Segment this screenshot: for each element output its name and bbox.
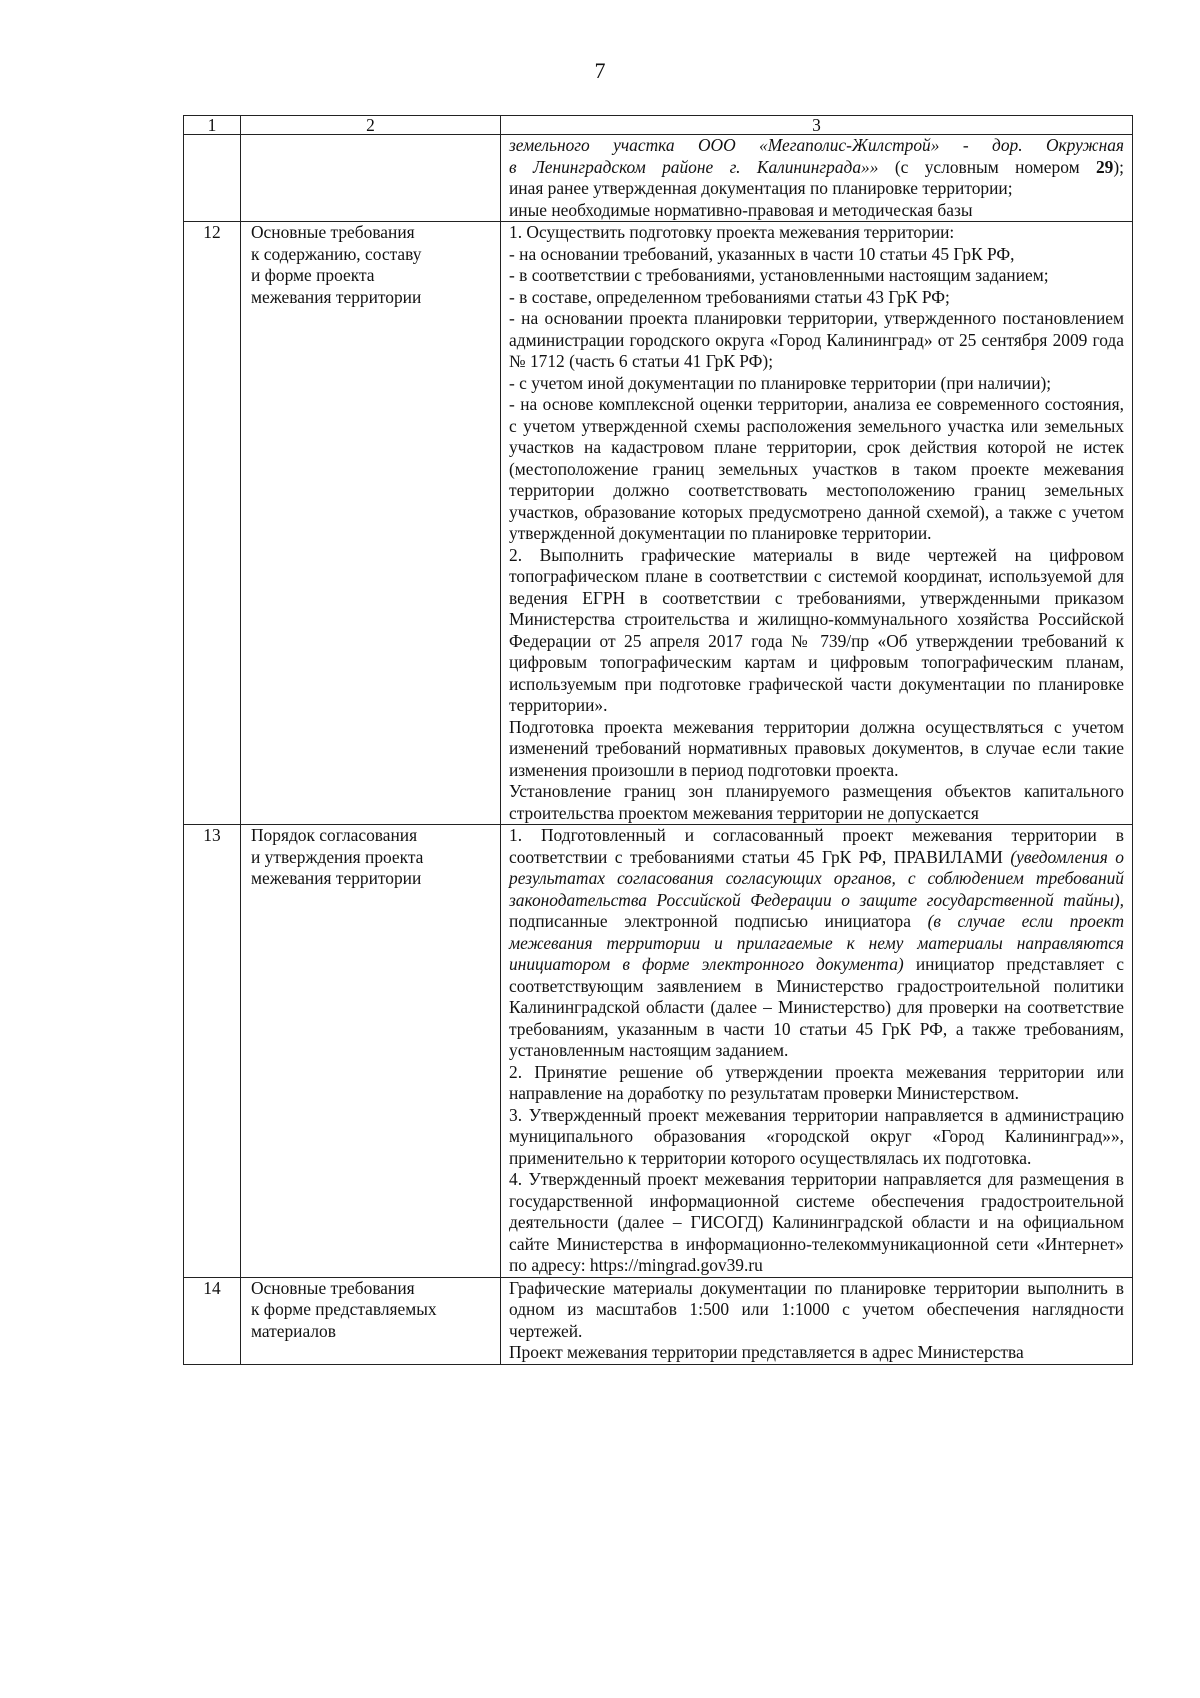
- continuation-tail-text: );: [1113, 156, 1124, 177]
- continuation-italic-text: в Ленинградском районе г. Калининграда»»: [509, 156, 895, 177]
- paragraph: 2. Принятие решение об утверждении проекта межевания территории или направление на доработку по результатам проверки Министерством.: [509, 1061, 1124, 1103]
- header-col-1: 1: [184, 116, 241, 135]
- table-row-14: [184, 1277, 1133, 1364]
- row-title-line: Основные требования: [251, 222, 415, 242]
- row-content: [501, 222, 1133, 825]
- row-title-cell: [241, 135, 501, 222]
- table-row-continuation: [184, 135, 1133, 222]
- row-content-cell: [501, 135, 1133, 222]
- row-content: [501, 825, 1133, 1278]
- row-title: [241, 825, 501, 1278]
- paragraph-text: инициатор представляет с соответствующим заявлением в Министерство градостроительной политики Калининградской области (далее – Министерство) для проверки на соответствие требованиям, указанным в части 10 статьи 45 ГрК РФ, а также требованиям, установленным настоящим заданием.: [509, 954, 1124, 1060]
- continuation-line-2: [509, 157, 1124, 179]
- row-number: 13: [184, 825, 241, 1278]
- continuation-plain-text: (с условным номером: [894, 156, 1096, 177]
- table-row-13: [184, 825, 1133, 1278]
- row-title-line: материалов: [251, 1320, 336, 1341]
- paragraph: Проект межевания территории представляется в адрес Министерства: [509, 1342, 1024, 1362]
- paragraph-approval-submission: [509, 825, 1124, 1062]
- paragraph: Подготовка проекта межевания территории должна осуществляться с учетом изменений требований нормативных правовых документов, в случае если такие изменения произошли в период подготовки проекта.: [509, 716, 1124, 780]
- row-title-line: Порядок согласования: [251, 825, 418, 845]
- row-title-line: Основные требования: [251, 1277, 415, 1298]
- paragraph-italic-note: (в случае если проект межевания территории и прилагаемые к нему материалы направляются инициатором в форме электронного документа): [509, 911, 1124, 974]
- header-col-3: 3: [501, 116, 1133, 135]
- conditional-number: 29: [1095, 156, 1114, 177]
- row-title-line: к форме представляемых: [251, 1299, 437, 1319]
- row-number: 14: [184, 1277, 241, 1364]
- continuation-line-3: иная ранее утвержденная документация по планировке территории;: [509, 178, 1013, 198]
- row-title-line: и утверждения проекта: [251, 846, 424, 867]
- paragraph-text: 1. Подготовленный и согласованный проект межевания территории в соответствии с требованиями статьи 45 ГрК РФ, ПРАВИЛАМИ: [509, 825, 1124, 867]
- paragraph: - на основании проекта планировки территории, утвержденного постановлением администрации городского округа «Город Калининград» от 25 сентября 2009 года № 1712 (часть 6 статьи 41 ГрК РФ);: [509, 308, 1124, 371]
- row-title-line: к содержанию, составу: [251, 243, 422, 264]
- paragraph: 1. Осуществить подготовку проекта межевания территории:: [509, 222, 955, 242]
- paragraph: - на основании требований, указанных в части 10 статьи 45 ГрК РФ,: [509, 243, 1015, 264]
- paragraph: - на основе комплексной оценки территории, анализа ее современного состояния, с учетом утвержденной схемы расположения земельного участка или земельных участков на кадастровом плане территории, срок действия которой не истек (местоположение границ земельных участков в таком проекте межевания территории должно соответствовать местоположению границ земельных участков, образование которых предусмотрено данной схемой), а также с учетом утвержденной документации по планировке территории.: [509, 394, 1124, 543]
- paragraph: 2. Выполнить графические материалы в виде чертежей на цифровом топографическом плане в соответствии с системой координат, используемой для ведения ЕГРН в соответствии с требованиями, утвержденными приказом Министерства строительства и жилищно-коммунального хозяйства Российской Федерации от 25 апреля 2017 года № 739/пр «Об утверждении требований к цифровым топографическим картам и цифровым топографическим планам, используемым при подготовке графической части документации по планировке территории».: [509, 544, 1124, 715]
- row-title: [241, 1277, 501, 1364]
- row-content: [501, 1277, 1133, 1364]
- row-number: 12: [184, 222, 241, 825]
- row-title-line: межевания территории: [251, 868, 422, 888]
- requirements-table: [183, 115, 1133, 1365]
- table-row-12: [184, 222, 1133, 825]
- row-title: [241, 222, 501, 825]
- paragraph: 4. Утвержденный проект межевания территории направляется для размещения в государственной информационной системе обеспечения градостроительной деятельности (далее – ГИСОГД) Калининградской области и на официальном сайте Министерства в информационно-телекоммуникационной сети «Интернет» по адресу: https://mingrad.gov39.ru: [509, 1169, 1124, 1275]
- paragraph: 3. Утвержденный проект межевания территории направляется в администрацию муниципального образования «городской округ «Город Калининград»», применительно к территории которого осуществлялась их подготовка.: [509, 1104, 1124, 1168]
- header-col-2: 2: [241, 116, 501, 135]
- page-number: 7: [594, 58, 606, 83]
- paragraph: Установление границ зон планируемого размещения объектов капитального строительства проектом межевания территории не допускается: [509, 781, 1124, 823]
- continuation-line-4: иные необходимые нормативно-правовая и методическая базы: [509, 199, 973, 220]
- table-header-row: [184, 116, 1133, 135]
- paragraph: - с учетом иной документации по планировке территории (при наличии);: [509, 372, 1052, 393]
- row-title-line: и форме проекта: [251, 265, 375, 285]
- paragraph: Графические материалы документации по планировке территории выполнить в одном из масштабов 1:500 или 1:1000 с учетом обеспечения наглядности чертежей.: [509, 1277, 1124, 1341]
- paragraph-text: подписанные электронной подписью инициатора: [509, 911, 928, 931]
- row-number-cell: [184, 135, 241, 222]
- paragraph-italic-note: (уведомления о результатах согласования согласующих органов, с соблюдением требований законодательства Российской Федерации о защите государственной тайны),: [509, 846, 1125, 910]
- paragraph: - в составе, определенном требованиями статьи 43 ГрК РФ;: [509, 286, 950, 307]
- continuation-line-1: земельного участка ООО «Мегаполис-Жилстрой» - дор. Окружная: [509, 135, 1124, 155]
- row-title-line: межевания территории: [251, 286, 422, 307]
- paragraph: - в соответствии с требованиями, установленными настоящим заданием;: [509, 265, 1049, 285]
